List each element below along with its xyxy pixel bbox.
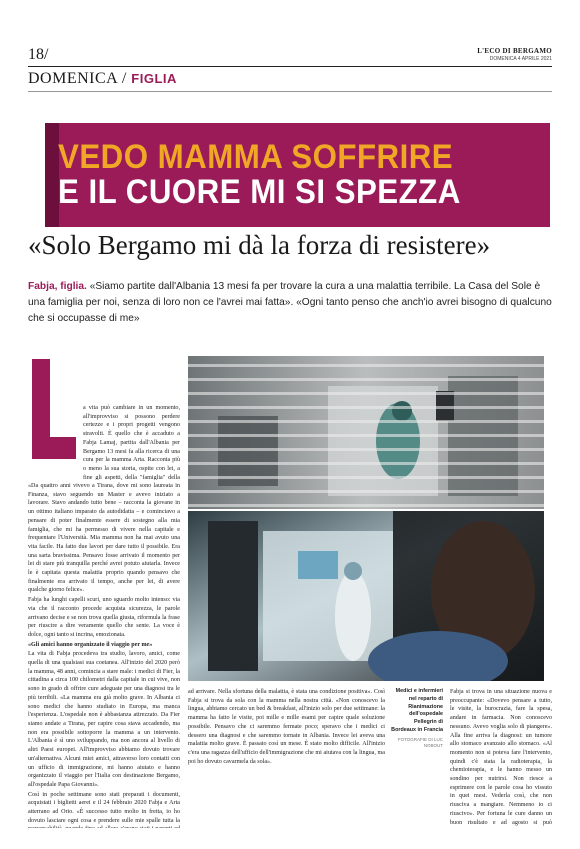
section-rule bbox=[28, 91, 552, 92]
section-slash: / bbox=[121, 70, 127, 87]
article-paragraph: La vita di Fabja procedeva tra studio, lavoro, amici, come quella di una qualsiasi sua coetanea. All'inizio del 2020 però la mamma, 48 anni, comincia a stare male: i medici di Fier, la cittadina a circa 100 chilometri dalla capitale in cui vive, non sono in grado di offrire cure adeguate per una diagnosi tra le più terribili. «La mamma era già molto grave. In Albania ci sono medici che hanno studiato in Europa, ma manca l'esperienza. L'ospedale non è abbastanza attrezzato. Da Fier siamo andate a Tirana, per capire cosa stava accadendo, ma non era possibile sottoporre la mamma a un intervento. L'Albania è sì uno sviluppando, ma non ancora al livello di altri Paesi europei. All'improvviso abbiamo dovuto trovare un'alternativa. Alcuni miei amici, attraverso loro contatti con un ufficio di immigrazione, mi hanno aiutato e hanno organizzato il viaggio per l'Italia con destinazione Bergamo, all'ospedale Papa Giovanni». bbox=[28, 651, 180, 788]
drop-cap bbox=[30, 355, 78, 463]
headline-line-2: E IL CUORE MI SI SPEZZA bbox=[58, 173, 461, 211]
section-label bbox=[28, 70, 177, 88]
caption-text: Medici e infermieri nel reparto di Rianimazione dell'ospedale Pellegrin di Bordeaux in Francia bbox=[391, 688, 443, 734]
article-paragraph: a vita può cambiare in un momento, all'improvviso si possono perdere certezze e i propri progetti vengono stravolti. È quello che è accaduto a Fabja Lamaj, partita dall'Albania per Bergamo 13 mesi fa alla ricerca di una cura per la mamma Arta. Racconta più o meno la sua storia, ospite con lei, a fine gli aspetti, della "famiglia" della bbox=[83, 405, 180, 480]
hospital-photo-top bbox=[188, 356, 544, 509]
article-paragraph: «Da quattro anni vivevo a Tirana, dove mi sono laureata in Finanza, stavo seguendo un Master e avevo iniziato a lavorare. Stavo andando tutto bene – racconta la giovane in un ottimo italiano imparato da autodidatta – e cominciavo a pensare di poter finalmente essere di sostegno alla mia famiglia, che mi ha permesso di vivere nella capitale e frequentare l'Università. Mia mamma non ha mai avuto una vita facile. Ha fatto due lavori per dare tutto il possibile. Era una sarta bravissima. Pensavo fosse arrivato il momento per lei di stare più tranquilla perché avrei potuto aiutarla. Invece le è capitata questa malattia proprio quando pensavo che finalmente era arrivato il tempo, anche per lei, di avere qualche giorno felice». bbox=[28, 483, 180, 594]
article-paragraph: Fabja si trova in una situazione nuova e preoccupante: «Dovevo pensare a tutto, le visite, la burocrazia, fare la spesa, andare in farmacia. Non conoscevo nessuno. Avevo voglia solo di piangere». Alla fine arriva la diagnosi: un tumore allo stomaco avanzato allo stomaco. «Al momento non si poteva fare l'intervento, quindi c'è stata la radioterapia, la chemioterapia, e le hanno messo un sondino per nutrirsi. Non riesce a esprimere con le parole cosa ho vissuto in quei mesi. Vederla così, che non riusciva a mangiare. Nemmeno io ci riuscivo». Per fortuna le cure danno un buon risultato e ad agosto si può bbox=[450, 689, 552, 826]
hospital-photo-top-image bbox=[188, 356, 544, 509]
section-day: DOMENICA bbox=[28, 70, 118, 87]
page-number: 18/ bbox=[28, 46, 49, 63]
lead-text: «Siamo partite dall'Albania 13 mesi fa per trovare la cura a una malattia terribile. La Casa del Sole è una famiglia per noi, senza di loro non ce l'avrei mai fatta». «Ogni tanto penso che anch'io avrei bisogno di qualcuno che si occupasse di me» bbox=[28, 281, 552, 324]
page-header bbox=[28, 44, 552, 68]
hospital-photo-bottom-image bbox=[188, 511, 544, 681]
header-rule bbox=[28, 66, 552, 67]
issue-date: DOMENICA 4 APRILE 2021 bbox=[489, 56, 552, 62]
article-column-2 bbox=[188, 688, 385, 828]
article-subheading: «Gli amici hanno organizzato il viaggio per me» bbox=[28, 641, 153, 648]
hospital-photo-bottom bbox=[188, 511, 544, 681]
subheadline: «Solo Bergamo mi dà la forza di resistere» bbox=[28, 230, 491, 260]
article-paragraph: Fabja ha lunghi capelli scuri, uno sguardo molto intenso: via via che il racconto procede acquista sicurezza, le parole arrivano decise e se non trova quella giusta, riformula la frase per riuscire a dire veramente quello che sente. La voce è dolce, ogni tanto si incrina, emozionata. bbox=[28, 597, 180, 638]
article-column-3 bbox=[450, 688, 552, 828]
article-column-1 bbox=[83, 404, 180, 480]
article-paragraph: ad arrivare. Nella sfortuna della malattia, è stata una condizione positiva». Così Fabja si trova da sola con la mamma nella nostra città. «Non conoscevo la lingua, abbiamo cercato un bed & breakfast, all'inizio solo per due settimane: la mamma ha fatto le visite, poi mille e mille esami per capire quale soluzione possibile. Pensavo che ci saremmo fermate poco; speravo che i medici ci dessero una diagnosi e che saremmo tornate in Albania. Invece lei aveva una malattia molto grave. È passato così un mese. È stato molto difficile. All'inizio c'era una ragazza dell'ufficio dell'immigrazione che mi aiutava con la lingua, ma poi ho dovuto cavarmela da sola». bbox=[188, 689, 385, 765]
article-paragraph: Così in poche settimane sono stati preparati i documenti, acquistati i biglietti aerei e il 24 febbraio 2020 Fabja e Arta atterrano ad Orio. «È successo tutto molto in fretta, io ho dovuto lasciare ogni cosa e prendere sulle mie spalle tutta la bbox=[28, 791, 180, 824]
section-category: FIGLIA bbox=[131, 71, 177, 86]
headline-line-1: VEDO MAMMA SOFFRIRE bbox=[58, 138, 454, 176]
headline-accent-bar bbox=[45, 123, 59, 227]
newspaper-name: L'ECO DI BERGAMO bbox=[477, 47, 552, 55]
photo-caption bbox=[391, 688, 443, 750]
masthead bbox=[477, 47, 552, 62]
lead-paragraph bbox=[28, 279, 556, 326]
lead-kicker: Fabja, figlia. bbox=[28, 281, 87, 292]
article-column-1b bbox=[28, 482, 180, 828]
photo-credit: FOTOGRAFIE DI LUC NOBOUT bbox=[397, 736, 443, 749]
